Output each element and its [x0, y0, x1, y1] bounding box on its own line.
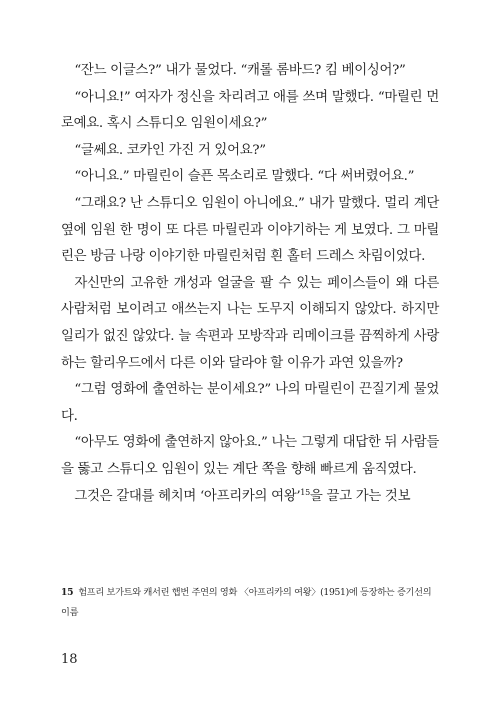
paragraph: “아무도 영화에 출연하지 않아요.” 나는 그렇게 대답한 뒤 사람들을 뚫고 스튜디오 임원이 있는 계단 쪽을 향해 빠르게 움직였다. — [61, 435, 439, 477]
paragraph: “글쎄요. 코카인 가진 거 있어요?” — [74, 142, 266, 158]
footnote-text: 험프리 보가트와 캐서린 햅번 주연의 영화 〈아프리카의 여왕〉(1951)에 등장하는 증기선의 이름 — [61, 587, 432, 618]
paragraph-last — [61, 484, 439, 511]
paragraph: “아니요.” 마릴린이 슬픈 목소리로 말했다. “다 써버렸어요.” — [74, 169, 415, 185]
paragraph: “아니요!” 여자가 정신을 차리려고 애를 쓰며 말했다. “마릴린 먼로예요. 혹시 스튜디오 임원이세요?” — [61, 89, 439, 132]
paragraph: “그래요? 난 스튜디오 임원이 아니에요.” 내가 말했다. 멀리 계단 옆에 임원 한 명이 또 다른 마릴린과 이야기하는 게 보였다. 그 마릴린은 방금 나랑 이야기한 마릴린처럼 흰 홀터 드레스 차림이었다. — [61, 195, 439, 265]
footnote-number: 15 — [61, 587, 74, 598]
paragraph: 자신만의 고유한 개성과 얼굴을 팔 수 있는 페이스들이 왜 다른 사람처럼 보이려고 애쓰는지 나는 도무지 이해되지 않았다. 하지만 일리가 없진 않았다. 늘 속편과 모방작과 리메이크를 끔찍하게 사랑하는 할리우드에서 다른 이와 달라야 할 이유가 과연 있을까? — [61, 275, 439, 371]
paragraph-last-text-before: 그것은 갈대를 헤치며 ‘아프리카의 여왕’ — [74, 488, 301, 504]
body-text — [61, 58, 439, 510]
paragraph: “잔느 이글스?” 내가 물었다. “캐롤 롬바드? 킴 베이싱어?” — [74, 63, 406, 78]
paragraph: “그럼 영화에 출연하는 분이세요?” 나의 마릴린이 끈질기게 물었다. — [61, 382, 439, 424]
footnote-reference: 15 — [300, 487, 310, 497]
page-number: 18 — [61, 652, 78, 667]
footnote — [61, 583, 439, 623]
paragraph-last-text-after: 을 끌고 가는 것보 — [309, 488, 411, 504]
